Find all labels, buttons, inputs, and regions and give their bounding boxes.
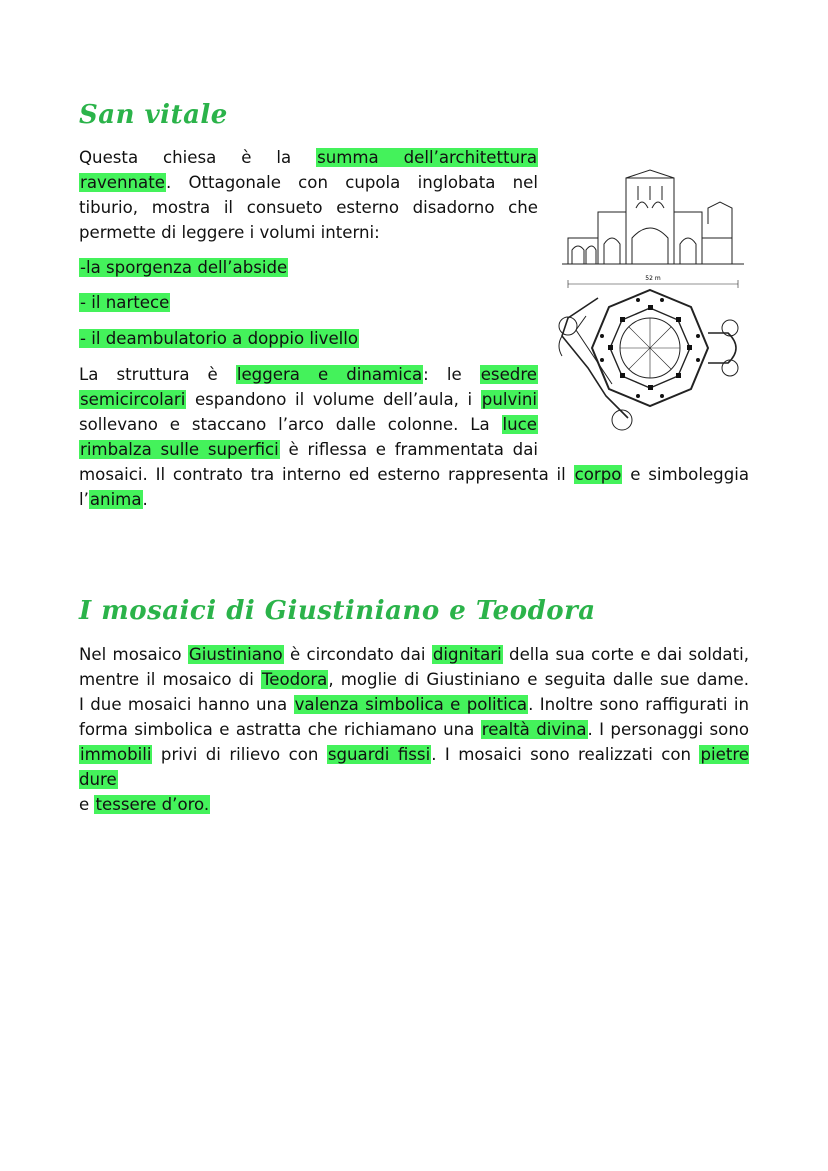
highlight: dignitari — [432, 645, 502, 664]
text-line — [79, 437, 538, 462]
text-line — [79, 387, 538, 412]
highlight: immobili — [80, 745, 152, 764]
text-span: espandono il volume dell’aula, i — [186, 390, 481, 409]
bullet-item — [79, 328, 359, 350]
text-span: Nel mosaico — [79, 645, 188, 664]
text-span: privi di rilievo con — [152, 745, 327, 764]
highlight: ravennate — [80, 173, 165, 192]
paragraph-intro — [79, 145, 538, 245]
highlight: summa dell’architettura — [317, 148, 537, 167]
san-vitale-section-and-plan-drawing — [558, 168, 748, 440]
text-span: mosaici. Il contrato tra interno ed esterno rappresenta il — [79, 465, 574, 484]
highlight: - il deambulatorio a doppio livello — [80, 329, 359, 348]
highlight: pulvini — [481, 390, 537, 409]
text-span: sollevano e staccano l’arco dalle colonne. La — [79, 415, 502, 434]
text-line — [79, 487, 749, 512]
highlight: pietre dure — [79, 745, 750, 789]
bullet-item — [79, 292, 170, 314]
text-line — [79, 742, 749, 792]
highlight: tessere d’oro. — [95, 795, 210, 814]
text-line — [79, 462, 749, 487]
highlight: corpo — [574, 465, 622, 484]
figure-scale-label: 52 m — [645, 275, 661, 282]
highlight: valenza simbolica e politica — [294, 695, 528, 714]
text-span: e simboleggia — [622, 465, 750, 484]
text-span: mentre il mosaico di — [79, 670, 261, 689]
highlight: - il nartece — [80, 293, 170, 312]
section-title-san-vitale: San vitale — [79, 100, 228, 130]
paragraph-mosaici — [79, 642, 749, 817]
highlight: realtà divina — [481, 720, 587, 739]
highlight: anima — [89, 490, 142, 509]
text-span: è riflessa e frammentata dai — [279, 440, 538, 459]
text-span: La struttura è — [79, 365, 236, 384]
text-line: tiburio, mostra il consueto esterno disadorno che — [79, 198, 538, 217]
highlight: semicircolari — [80, 390, 186, 409]
highlight: sguardi fissi — [327, 745, 431, 764]
text-line — [79, 642, 749, 667]
text-span: I due mosaici hanno una — [79, 695, 294, 714]
text-line — [79, 717, 749, 742]
text-span: . I personaggi sono — [587, 720, 749, 739]
highlight: Teodora — [261, 670, 328, 689]
text-span: forma simbolica e astratta che richiamano una — [79, 720, 481, 739]
bullet-item — [79, 257, 288, 279]
highlight: leggera e dinamica — [236, 365, 423, 384]
text-line — [79, 412, 538, 437]
text-span: è circondato dai — [283, 645, 432, 664]
text-line — [79, 792, 749, 817]
highlight: Giustiniano — [188, 645, 283, 664]
text-span: . — [142, 490, 148, 509]
text-span: della sua corte e dai soldati, — [502, 645, 749, 664]
text-line: permette di leggere i volumi interni: — [79, 223, 380, 242]
text-span: e — [79, 795, 95, 814]
text-line — [79, 170, 538, 195]
text-span: . Inoltre sono raffigurati in — [528, 695, 749, 714]
highlight: -la sporgenza dell’abside — [80, 258, 288, 277]
text-line — [79, 667, 749, 692]
text-line — [79, 145, 538, 170]
highlight: rimbalza sulle superfici — [80, 440, 279, 459]
section-title-mosaici: I mosaici di Giustiniano e Teodora — [79, 596, 596, 626]
text-span: . I mosaici sono realizzati con — [431, 745, 700, 764]
highlight: luce — [502, 415, 537, 434]
text-span: . Ottagonale con cupola inglobata nel — [165, 173, 538, 192]
text-line — [79, 692, 749, 717]
highlight: esedre — [480, 365, 537, 384]
text-span: Questa chiesa è la — [79, 148, 317, 167]
text-span: , moglie di Giustiniano e seguita dalle sue dame. — [328, 670, 750, 689]
text-span: : le — [423, 365, 480, 384]
text-span: l’ — [79, 490, 89, 509]
text-line — [79, 362, 538, 387]
